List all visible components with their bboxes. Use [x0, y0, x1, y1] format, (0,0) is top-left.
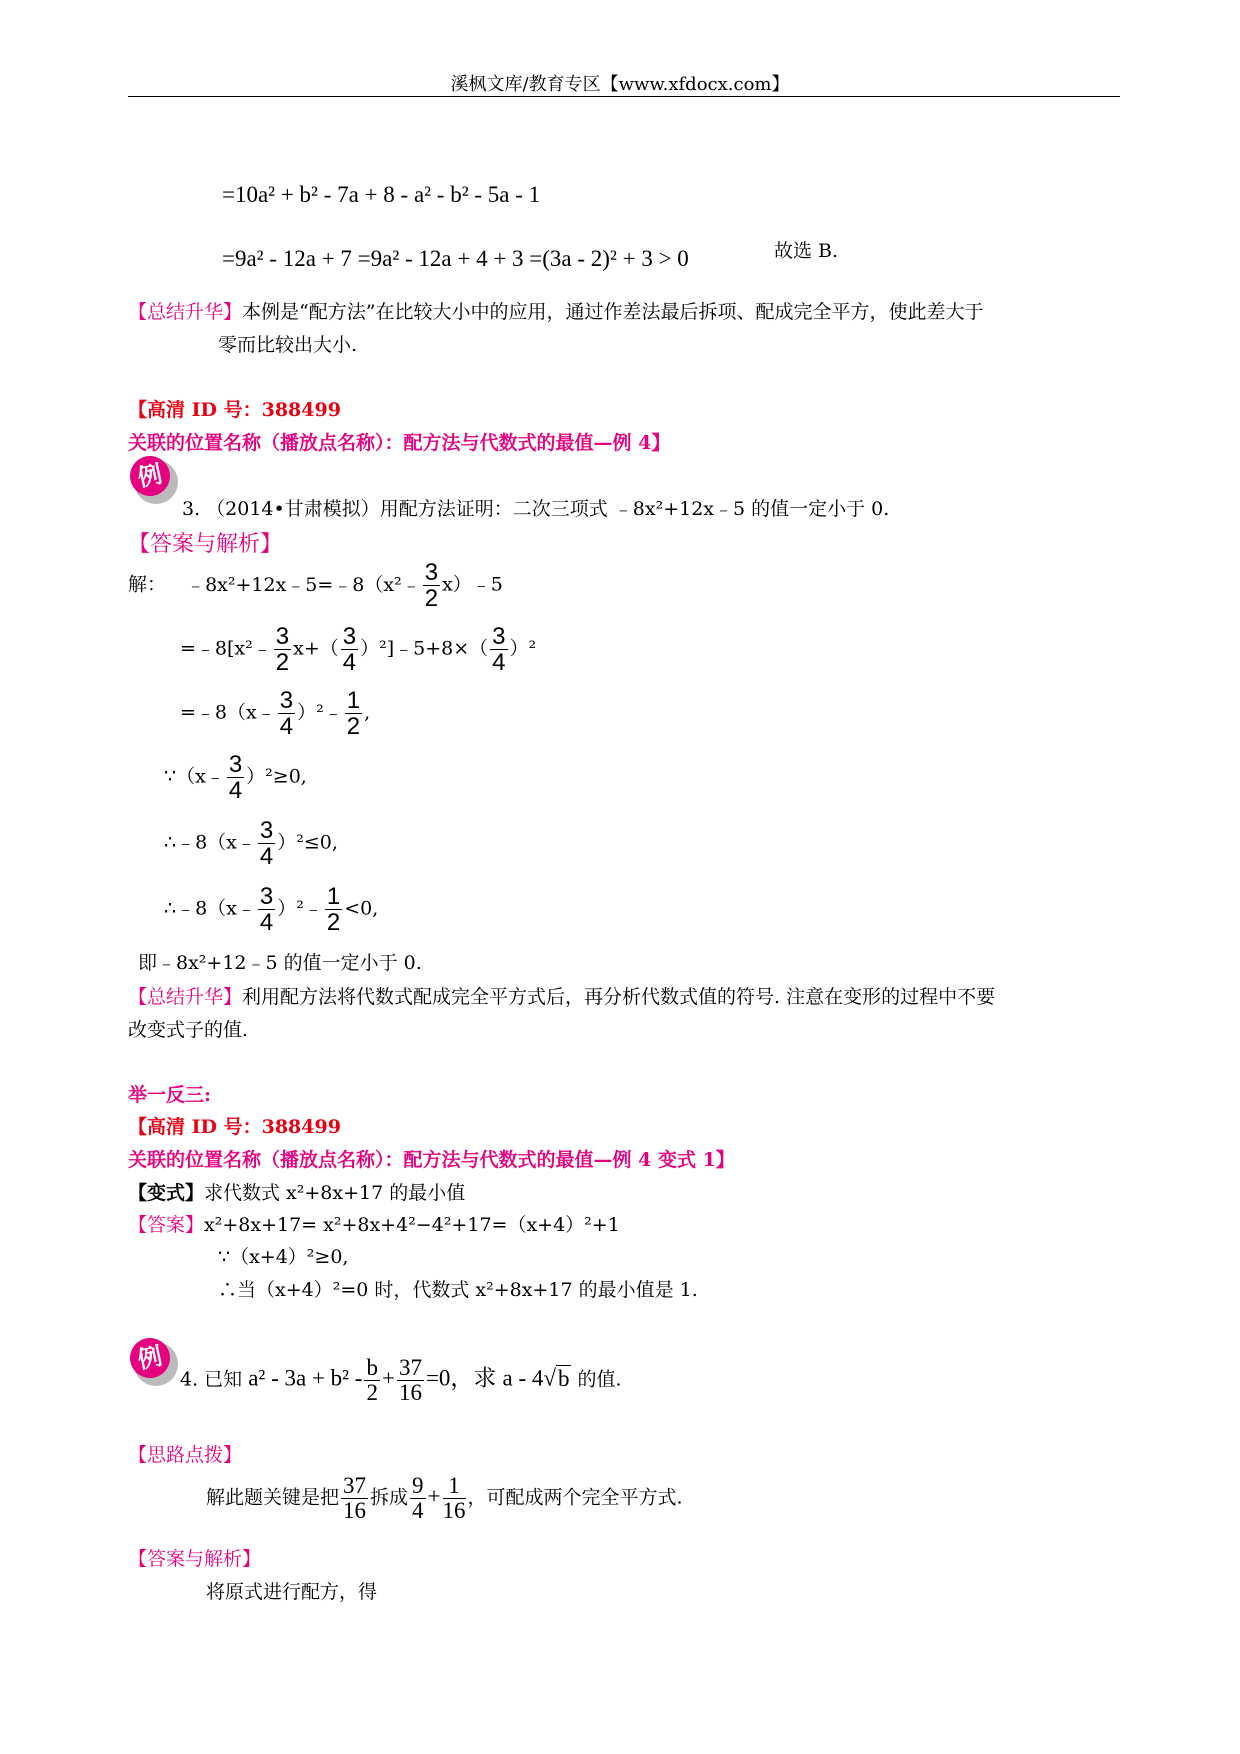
- fraction: $\frac{3}{4}$: [492, 623, 506, 677]
- fraction: $\frac{3}{4}$: [342, 623, 357, 677]
- ex2-summary: [128, 297, 983, 324]
- page-header: 溪枫文库/教育专区【www.xfdocx.com】: [450, 74, 790, 95]
- fraction: $\frac{1}{2}$: [346, 687, 361, 741]
- variant-answer: 【答案】x²+8x+17= x²+8x+4²−4²+17=（x+4）²+1: [128, 1214, 620, 1236]
- ex3-summary-cont: 改变式子的值.: [128, 1019, 249, 1041]
- ex3-step6: ∴﹣8（x﹣ $\frac{3}{4}$ ）²﹣ $\frac{1}{2}$ <0,: [164, 883, 379, 937]
- fraction: $\frac{b}{2}$: [366, 1355, 378, 1406]
- ex3-answer-label: 【答案与解析】: [128, 532, 283, 557]
- video-id-2: 【高清 ID 号：388499: [128, 1116, 341, 1138]
- ex2-line2: =9a² - 12a + 7 =9a² - 12a + 4 + 3 =(3a - 2)² + 3 > 0: [222, 246, 689, 271]
- ex3-step3: =﹣8（x﹣ $\frac{3}{4}$ ）²﹣ $\frac{1}{2}$ ,: [180, 687, 371, 741]
- ex3-step5: ∴﹣8（x﹣ $\frac{3}{4}$ ）²≤0,: [164, 817, 338, 871]
- fraction: $\frac{3}{4}$: [228, 751, 243, 805]
- ex3-step1: 解： ﹣8x²+12x﹣5=﹣8（x²﹣ $\frac{3}{2}$ x）﹣5: [128, 559, 503, 613]
- video-id: 【高清 ID 号：388499: [128, 399, 341, 421]
- header-divider: [128, 96, 1120, 97]
- variant-answer-3: ∴当（x+4）²=0 时，代数式 x²+8x+17 的最小值是 1.: [218, 1279, 698, 1301]
- fraction: $\frac{3}{4}$: [279, 687, 294, 741]
- video-location-2: 关联的位置名称（播放点名称）：配方法与代数式的最值—例 4 变式 1】: [128, 1149, 735, 1171]
- video-location: 关联的位置名称（播放点名称）：配方法与代数式的最值—例 4】: [128, 432, 671, 454]
- fraction: $\frac{37}{16}$: [398, 1355, 422, 1406]
- fraction: $\frac{3}{2}$: [275, 623, 290, 677]
- ex3-step7: 即﹣8x²+12﹣5 的值一定小于 0.: [138, 952, 422, 974]
- ex4-answer-label: 【答案与解析】: [128, 1548, 262, 1570]
- fraction: $\frac{9}{4}$: [412, 1473, 424, 1524]
- ex4-solution: 将原式进行配方，得: [206, 1581, 378, 1603]
- example-badge: 例: [126, 1334, 173, 1381]
- fraction: $\frac{3}{2}$: [424, 559, 439, 613]
- example-badge: 例: [126, 452, 173, 499]
- ex2-conclusion: 故选 B.: [774, 240, 839, 262]
- fraction: $\frac{3}{4}$: [259, 883, 274, 937]
- ex4-idea: 解此题关键是把 $\frac{37}{16}$ 拆成 $\frac{9}{4}$ + $\frac{1}{16}$ ，可配成两个完全平方式.: [206, 1473, 683, 1524]
- fraction: $\frac{1}{16}$: [442, 1473, 466, 1524]
- ex4-idea-label: 【思路点拨】: [128, 1444, 243, 1466]
- summary-text: 本例是“配方法”在比较大小中的应用，通过作差法最后拆项、配成完全平方，使此差大于: [242, 301, 984, 323]
- variant-answer-2: ∵（x+4）²≥0,: [218, 1246, 349, 1268]
- ex3-question: 3. （2014•甘肃模拟）用配方法证明：二次三项式 ﹣8x²+12x﹣5 的值一定小于 0.: [182, 498, 890, 520]
- ex2-line1: =10a² + b² - 7a + 8 - a² - b² - 5a - 1: [222, 182, 541, 207]
- ex2-summary-cont: 零而比较出大小.: [218, 334, 358, 356]
- summary-label: 【总结升华】: [128, 301, 243, 323]
- ex3-summary: 【总结升华】利用配方法将代数式配成完全平方式后，再分析代数式值的符号. 注意在变形的过程中不要: [128, 986, 996, 1008]
- ex3-step4: ∵（x﹣ $\frac{3}{4}$ ）²≥0,: [164, 751, 307, 805]
- ex4-question: 4. 已知 a² - 3a + b² - $\frac{b}{2}$ + $\frac{37}{16}$ =0，求 a - 4√b 的值.: [180, 1355, 622, 1406]
- practice-title: 举一反三:: [128, 1084, 212, 1106]
- ex3-step2: =﹣8[x²﹣ $\frac{3}{2}$ x+（ $\frac{3}{4}$ ）²]﹣5+8×（ $\frac{3}{4}$ ）²: [180, 623, 537, 677]
- fraction: $\frac{3}{4}$: [259, 817, 274, 871]
- fraction: $\frac{1}{2}$: [326, 883, 341, 937]
- variant: 【变式】求代数式 x²+8x+17 的最小值: [128, 1182, 466, 1204]
- fraction: $\frac{37}{16}$: [343, 1473, 367, 1524]
